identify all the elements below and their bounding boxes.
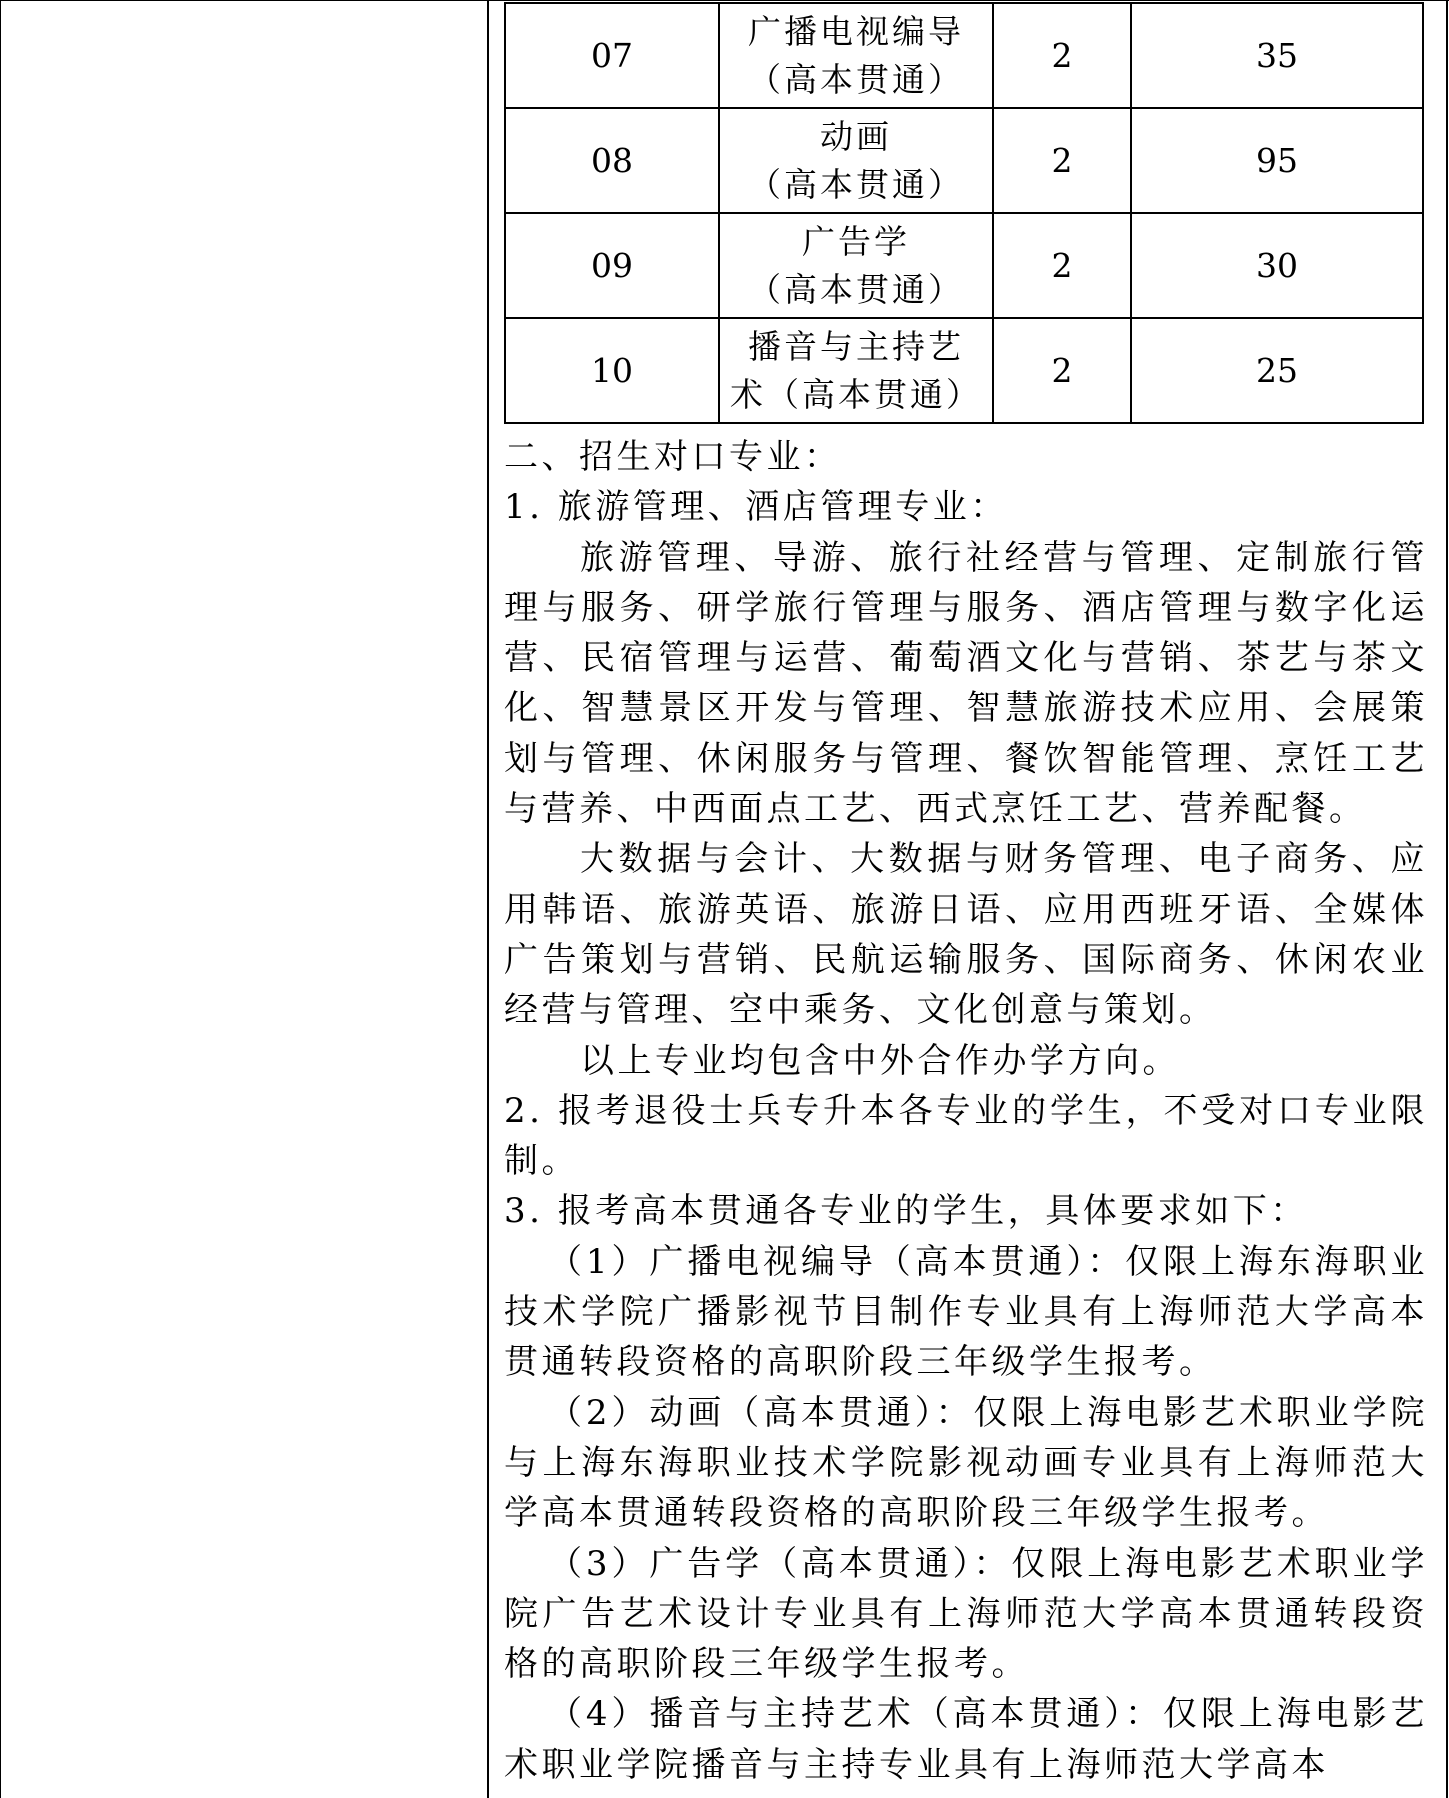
major-years: 2: [993, 108, 1131, 213]
major-name-line2: （高本贯通）: [748, 269, 964, 309]
major-name: [719, 3, 993, 108]
major-name: [719, 318, 993, 423]
major-quota: 25: [1131, 318, 1423, 423]
item1-title: 1. 旅游管理、酒店管理专业：: [504, 487, 1008, 528]
item3-title: 3. 报考高本贯通各专业的学生，具体要求如下：: [504, 1191, 1308, 1232]
major-name-line1: 广告学: [802, 221, 910, 261]
table-row: [505, 108, 1423, 213]
item1-paragraph-2: 大数据与会计、大数据与财务管理、电子商务、应用韩语、旅游英语、旅游日语、应用西班牙语、全媒体广告策划与营销、民航运输服务、国际商务、休闲农业经营与管理、空中乘务、文化创意与策划。: [504, 839, 1428, 1031]
table-row: [505, 213, 1423, 318]
major-name-line2: （高本贯通）: [748, 164, 964, 204]
major-quota: 95: [1131, 108, 1423, 213]
major-code: 07: [505, 3, 719, 108]
table-row: [505, 318, 1423, 423]
requirements-text: [504, 432, 1428, 1790]
item1-paragraph-1: 旅游管理、导游、旅行社经营与管理、定制旅行管理与服务、研学旅行管理与服务、酒店管理与数字化运营、民宿管理与运营、葡萄酒文化与营销、茶艺与茶文化、智慧景区开发与管理、智慧旅游技术应用、会展策划与管理、休闲服务与管理、餐饮智能管理、烹饪工艺与营养、中西面点工艺、西式烹饪工艺、营养配餐。: [504, 537, 1428, 830]
outer-border-left: [0, 0, 1, 1798]
item1-paragraph-3: 以上专业均包含中外合作办学方向。: [580, 1040, 1180, 1081]
major-code: 09: [505, 213, 719, 318]
item3-subitem-2: （2）动画（高本贯通）：仅限上海电影艺术职业学院与上海东海职业技术学院影视动画专业具有上海师范大学高本贯通转段资格的高职阶段三年级学生报考。: [504, 1392, 1428, 1534]
major-years: 2: [993, 318, 1131, 423]
major-table: [504, 2, 1424, 424]
item3-subitem-4: （4）播音与主持艺术（高本贯通）：仅限上海电影艺术职业学院播音与主持专业具有上海师范大学高本: [504, 1694, 1428, 1785]
content-cell: [489, 0, 1446, 1798]
major-name-line2: （高本贯通）: [748, 59, 964, 99]
major-name-line1: 动画: [820, 116, 892, 156]
major-quota: 35: [1131, 3, 1423, 108]
major-years: 2: [993, 213, 1131, 318]
major-name-line1: 播音与主持艺: [748, 326, 964, 366]
outer-border-right: [1446, 0, 1448, 1798]
major-code: 10: [505, 318, 719, 423]
item3-subitem-3: （3）广告学（高本贯通）：仅限上海电影艺术职业学院广告艺术设计专业具有上海师范大学高本贯通转段资格的高职阶段三年级学生报考。: [504, 1543, 1428, 1685]
major-name-line2: 术（高本贯通）: [730, 374, 982, 414]
major-years: 2: [993, 3, 1131, 108]
major-name-line1: 广播电视编导: [748, 11, 964, 51]
item2-paragraph: 2. 报考退役士兵专升本各专业的学生，不受对口专业限制。: [504, 1090, 1428, 1182]
major-code: 08: [505, 108, 719, 213]
major-name: [719, 108, 993, 213]
item3-subitem-1: （1）广播电视编导（高本贯通）：仅限上海东海职业技术学院广播影视节目制作专业具有上海师范大学高本贯通转段资格的高职阶段三年级学生报考。: [504, 1241, 1428, 1383]
major-name: [719, 213, 993, 318]
major-quota: 30: [1131, 213, 1423, 318]
section-heading: 二、招生对口专业：: [504, 437, 842, 477]
table-row: [505, 3, 1423, 108]
